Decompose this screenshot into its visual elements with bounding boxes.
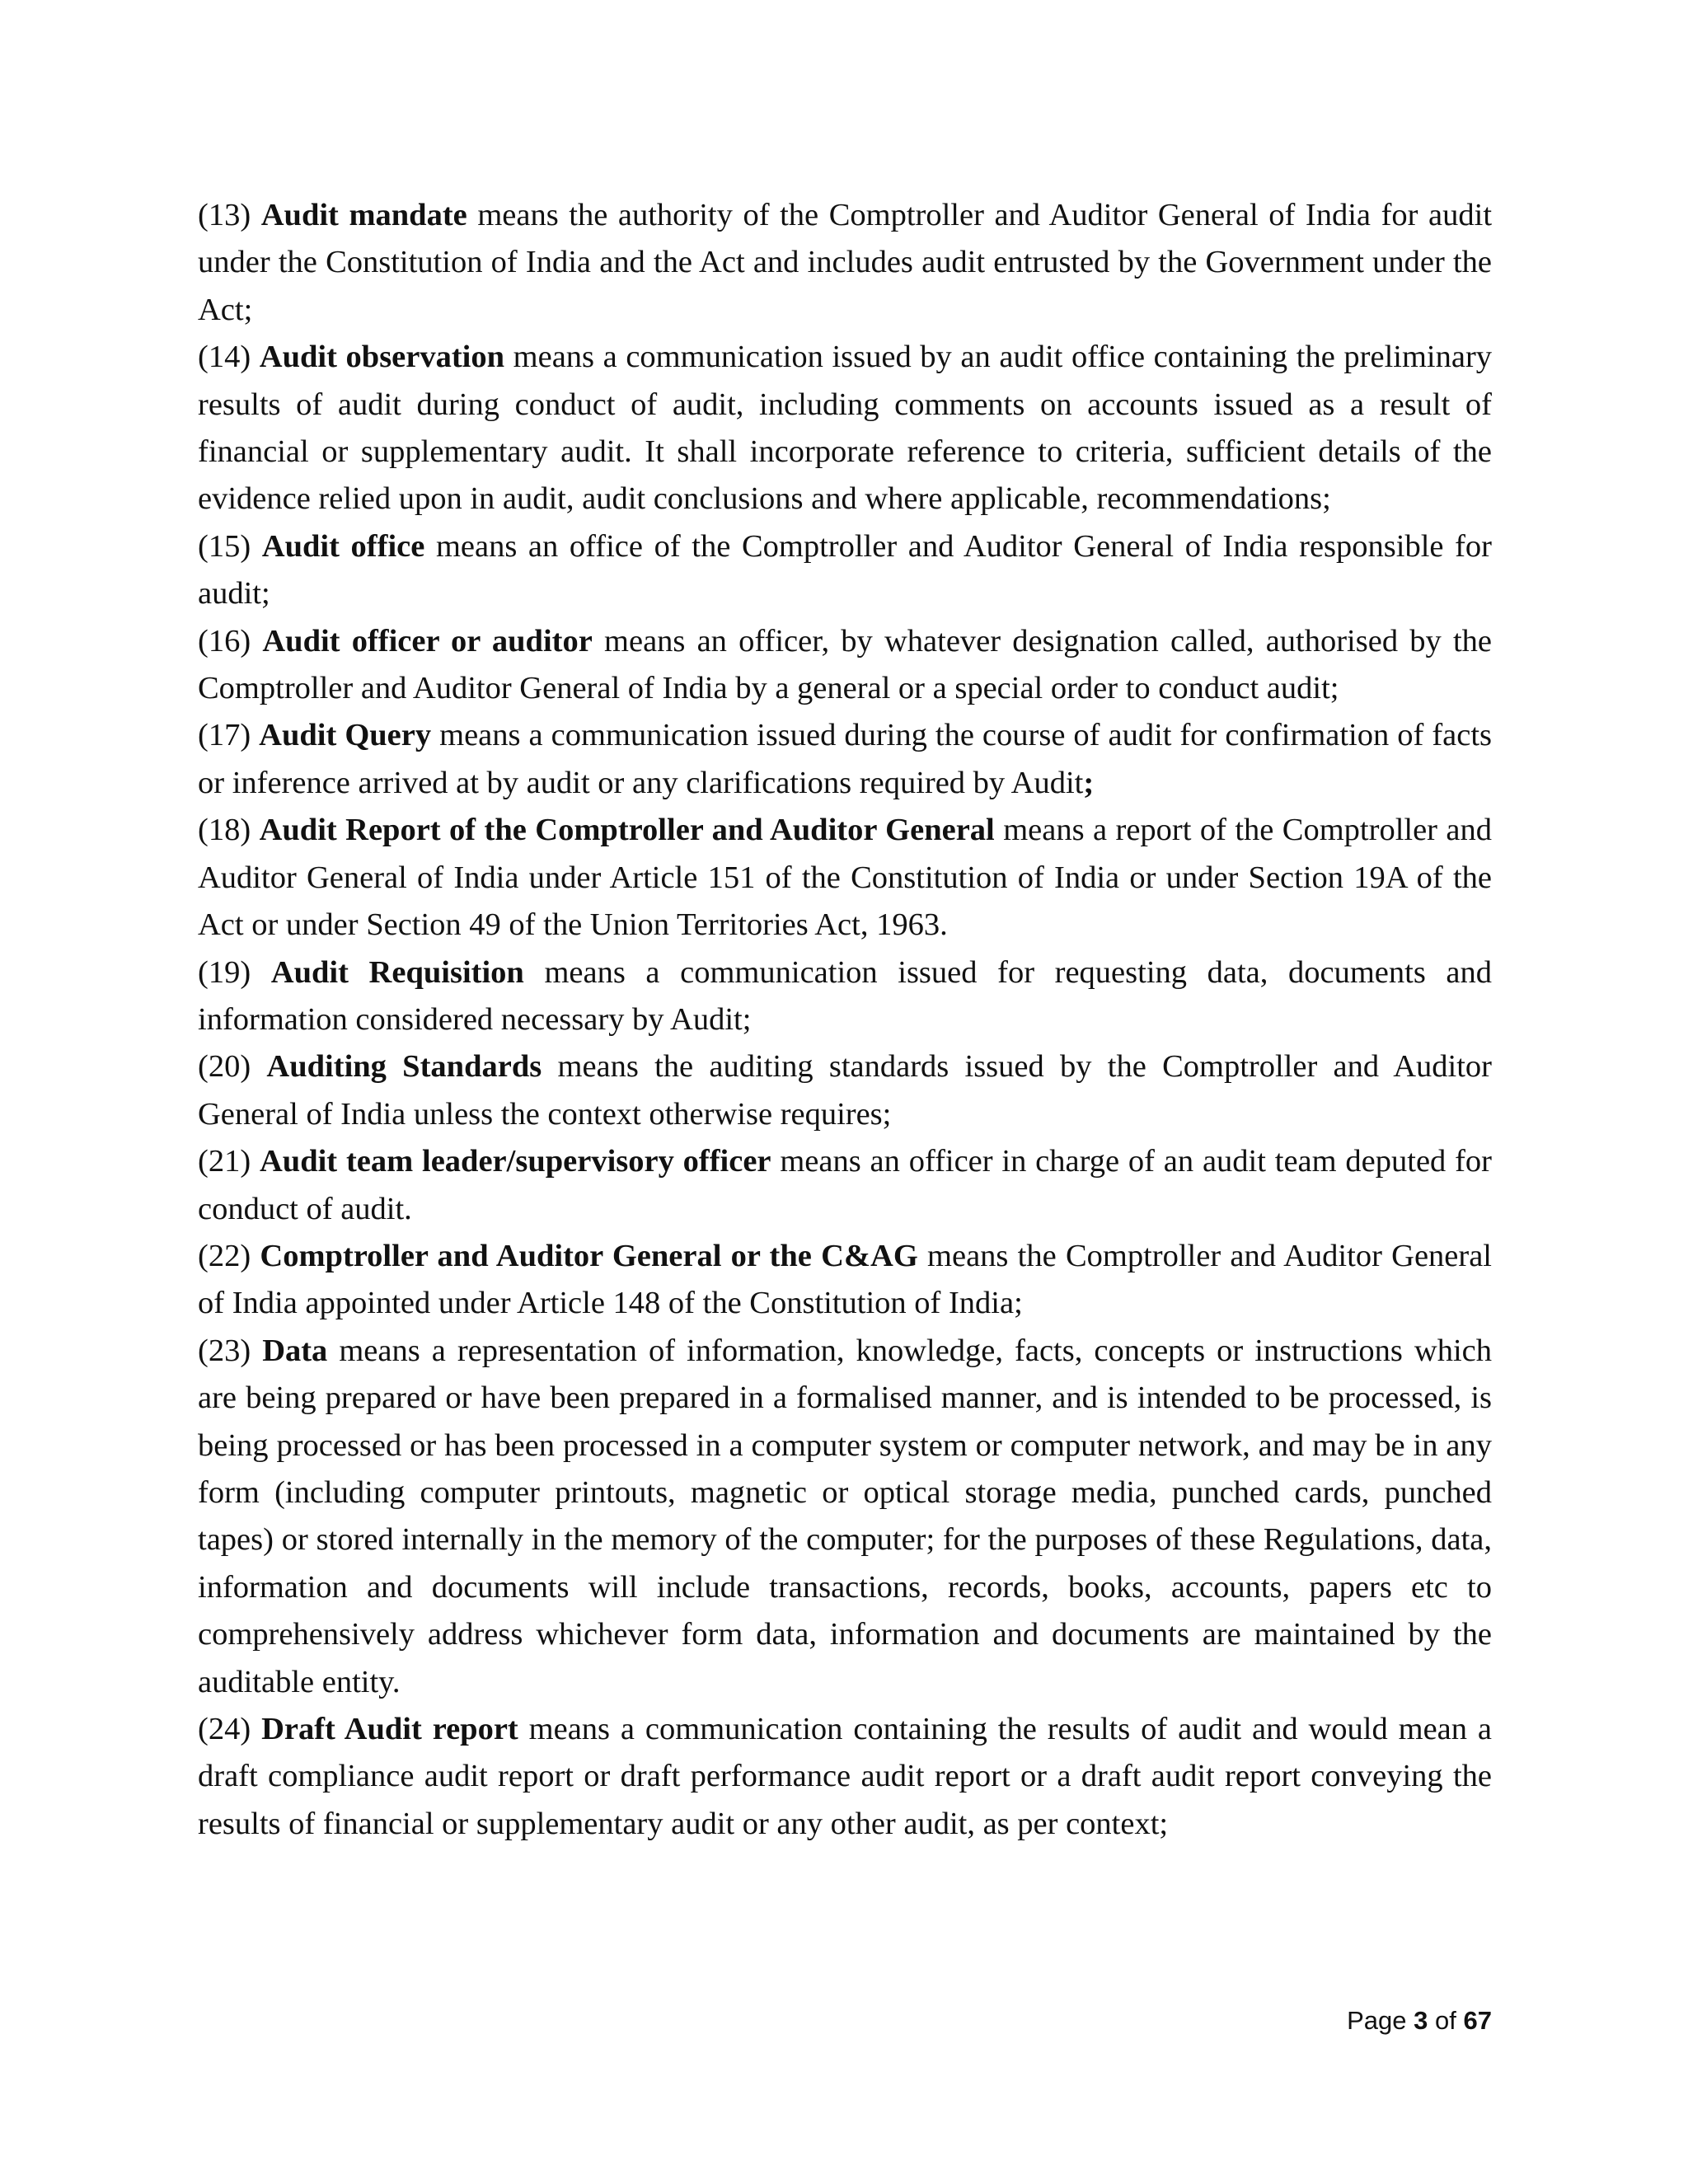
definition-number: (18) xyxy=(198,813,251,848)
definition-text: means an office of the Comptroller and Auditor General of India responsible for audit; xyxy=(198,528,1492,612)
definition-text: means an officer, by whatever designation called, authorised by the Comptroller and Auditor General of India by a general or a special order to conduct audit; xyxy=(198,623,1492,706)
definition-20 xyxy=(198,1043,1492,1138)
definition-text: means the Comptroller and Auditor General of India appointed under Article 148 of the Constitution of India; xyxy=(198,1238,1492,1321)
definition-text: means a communication containing the results of audit and would mean a draft compliance audit report or draft performance audit report or a draft audit report conveying the results of financial or supplementary audit or any other audit, as per context; xyxy=(198,1712,1493,1841)
total-pages: 67 xyxy=(1463,2006,1492,2035)
definition-23 xyxy=(198,1328,1492,1706)
of-label: of xyxy=(1435,2006,1456,2035)
definition-term: Audit Query xyxy=(259,718,432,753)
definition-number: (21) xyxy=(198,1144,251,1179)
definition-term: Draft Audit report xyxy=(261,1712,518,1746)
definition-number: (16) xyxy=(198,623,251,658)
definition-18 xyxy=(198,807,1492,949)
definition-text: means the auditing standards issued by the Comptroller and Auditor General of India unless the context otherwise requires; xyxy=(198,1049,1493,1132)
definition-15 xyxy=(198,523,1492,618)
definition-text: means a communication issued during the course of audit for confirmation of facts or inference arrived at by audit or any clarifications required by Audit xyxy=(198,718,1493,800)
definition-13 xyxy=(198,192,1492,334)
definition-16 xyxy=(198,618,1492,713)
definition-text: means a report of the Comptroller and Auditor General of India under Article 151 of the Constitution of India or under Section 19A of the Act or under Section 49 of the Union Territories Act, 1963. xyxy=(198,813,1493,943)
definition-21 xyxy=(198,1138,1492,1233)
definition-text: means an officer in charge of an audit team deputed for conduct of audit. xyxy=(198,1144,1492,1226)
definition-term: Audit mandate xyxy=(260,198,467,232)
definition-text: means the authority of the Comptroller and Auditor General of India for audit under the Constitution of India and the Act and includes audit entrusted by the Government under the Act; xyxy=(198,198,1493,327)
definition-tail: ; xyxy=(1083,765,1095,800)
definition-22 xyxy=(198,1233,1492,1328)
definition-term: Auditing Standards xyxy=(266,1049,542,1085)
definition-number: (22) xyxy=(198,1238,251,1273)
definition-17 xyxy=(198,712,1492,807)
definition-19 xyxy=(198,949,1492,1044)
definition-number: (24) xyxy=(198,1712,251,1746)
definition-term: Audit observation xyxy=(259,340,505,375)
definition-text: means a representation of information, knowledge, facts, concepts or instructions which are being prepared or have been prepared in a formalised manner, and is intended to be processed, is being processed or has been processed in a computer system or computer network, and may be in any form (including computer printouts, magnetic or optical storage media, punched cards, punched tapes) or stored internally in the memory of the computer; for the purposes of these Regulations, data, information and documents will include transactions, records, books, accounts, papers etc to comprehensively address whichever form data, information and documents are maintained by the auditable entity. xyxy=(198,1333,1492,1699)
definition-24 xyxy=(198,1706,1492,1848)
definition-number: (17) xyxy=(198,718,251,753)
definition-number: (15) xyxy=(198,528,251,564)
definition-term: Audit Requisition xyxy=(270,954,524,990)
definition-number: (19) xyxy=(198,954,251,990)
definitions-body xyxy=(198,192,1492,1848)
definition-term: Data xyxy=(262,1333,328,1368)
page-footer xyxy=(1347,2004,1492,2037)
definition-term: Comptroller and Auditor General or the C&AG xyxy=(260,1238,918,1273)
definition-term: Audit officer or auditor xyxy=(262,623,593,658)
definition-number: (14) xyxy=(198,340,251,375)
definition-14 xyxy=(198,334,1492,523)
definition-term: Audit Report of the Comptroller and Auditor General xyxy=(259,813,995,848)
definition-number: (20) xyxy=(198,1049,251,1085)
definition-term: Audit team leader/supervisory officer xyxy=(259,1144,771,1179)
definition-text: means a communication issued by an audit office containing the preliminary results of audit during conduct of audit, including comments on accounts issued as a result of financial or supplementary audit. It shall incorporate reference to criteria, sufficient details of the evidence relied upon in audit, audit conclusions and where applicable, recommendations; xyxy=(198,340,1493,517)
definition-number: (13) xyxy=(198,198,251,232)
definition-term: Audit office xyxy=(261,528,425,564)
page-number: 3 xyxy=(1414,2006,1428,2035)
page-label: Page xyxy=(1347,2006,1407,2035)
definition-number: (23) xyxy=(198,1333,251,1368)
definition-text: means a communication issued for requesting data, documents and information considered necessary by Audit; xyxy=(198,954,1493,1037)
